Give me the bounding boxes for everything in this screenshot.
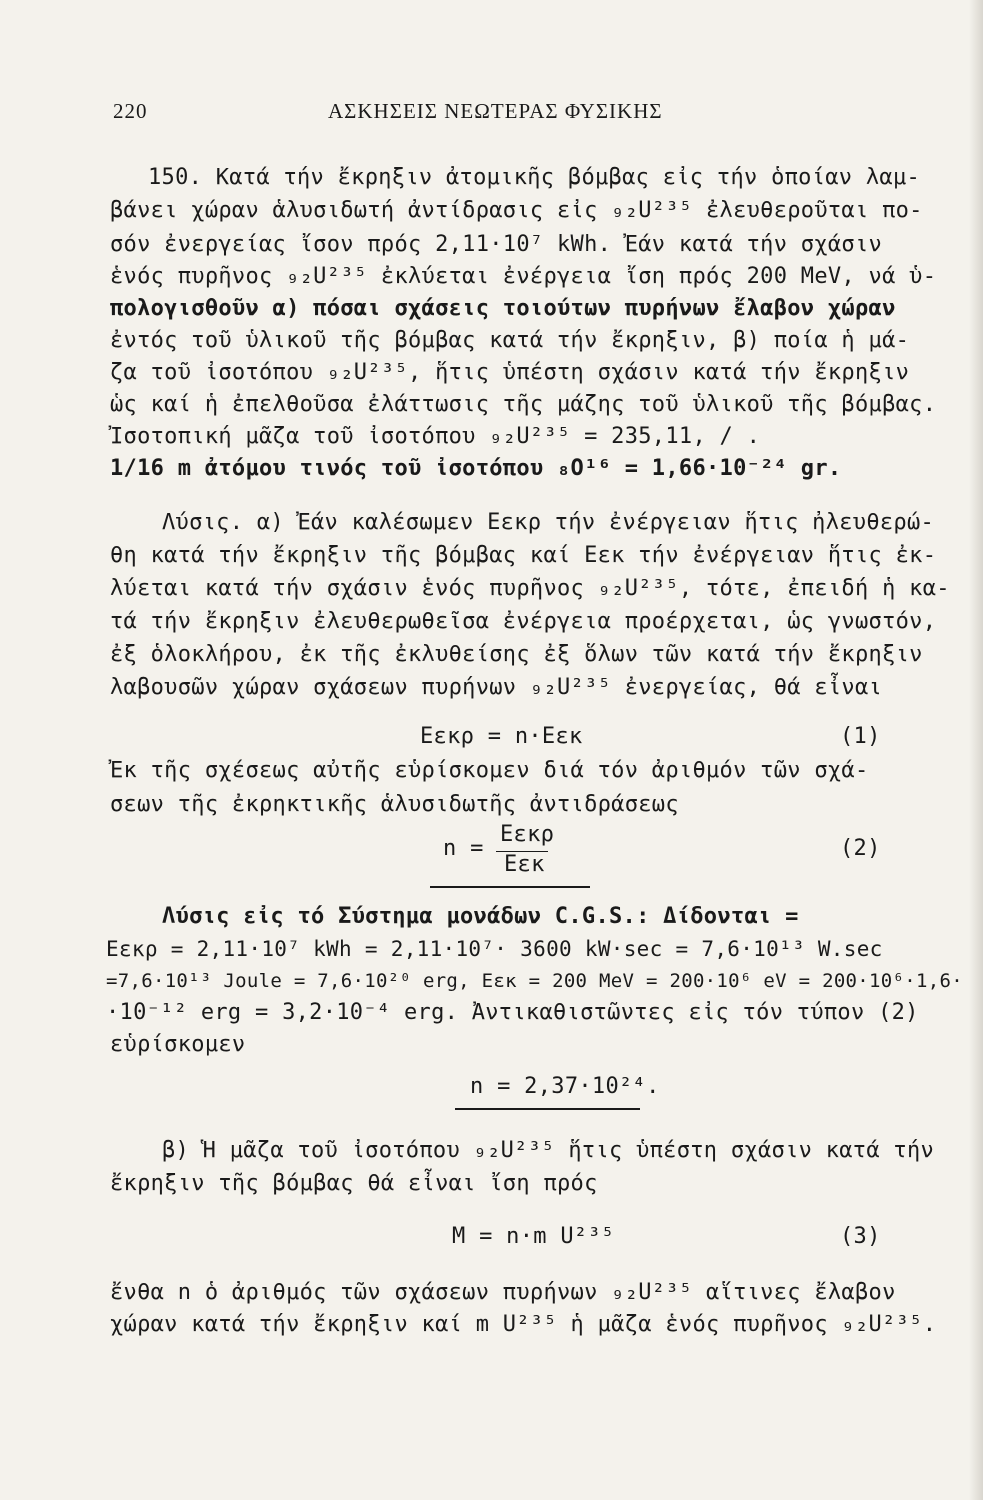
- section-divider: [430, 886, 590, 888]
- problem-line: Ἰσοτοπική μᾶζα τοῦ ἰσοτόπου ₉₂U²³⁵ = 235,11, / .: [110, 424, 761, 449]
- equation-3-number: (3): [840, 1224, 881, 1249]
- result-n: n = 2,37·10²⁴.: [470, 1074, 660, 1099]
- cgs-line: ·10⁻¹² erg = 3,2·10⁻⁴ erg. Ἀντικαθιστῶντες εἰς τόν τύπον (2): [106, 1000, 919, 1025]
- problem-line: βάνει χώραν ἁλυσιδωτή ἀντίδρασις εἰς ₉₂U²³⁵ ἐλευθεροῦται πο-: [110, 198, 923, 223]
- equation-3: M = n·m U²³⁵: [452, 1224, 615, 1249]
- problem-line: ζα τοῦ ἰσοτόπου ₉₂U²³⁵, ἥτις ὑπέστη σχάσιν κατά τήν ἔκρηξιν: [110, 360, 910, 385]
- equation-2-denominator: Eεκ: [504, 852, 545, 877]
- part-b-line: ἔκρηξιν τῆς βόμβας θά εἶναι ἴση πρός: [110, 1171, 598, 1196]
- running-title: ΑΣΚΗΣΕΙΣ ΝΕΩΤΕΡΑΣ ΦΥΣΙΚΗΣ: [328, 99, 663, 123]
- cgs-line: Eεκρ = 2,11·10⁷ kWh = 2,11·10⁷· 3600 kW·sec = 7,6·10¹³ W.sec: [106, 937, 883, 961]
- problem-line: σόν ἐνεργείας ἴσον πρός 2,11·10⁷ kWh. Ἐάν κατά τήν σχάσιν: [110, 232, 883, 257]
- equation-1-number: (1): [840, 724, 881, 749]
- solution-line: λαβουσῶν χώραν σχάσεων πυρήνων ₉₂U²³⁵ ἐνεργείας, θά εἶναι: [110, 675, 883, 700]
- problem-line: 150. Κατά τήν ἔκρηξιν ἀτομικῆς βόμβας εἰς τήν ὁποίαν λαμ-: [148, 165, 921, 190]
- page-number: 220: [113, 99, 148, 123]
- problem-line: ὡς καί ἡ ἐπελθοῦσα ἐλάττωσις τῆς μάζης τοῦ ὑλικοῦ τῆς βόμβας.: [110, 392, 937, 417]
- final-line: ἔνθα n ὁ ἀριθμός τῶν σχάσεων πυρήνων ₉₂U²³⁵ αἵτινες ἔλαβον: [110, 1280, 896, 1305]
- section-divider: [455, 1108, 640, 1110]
- cgs-line: =7,6·10¹³ Joule = 7,6·10²⁰ erg, Eεκ = 200 MeV = 200·10⁶ eV = 200·10⁶·1,6·: [106, 970, 963, 992]
- solution-line: ἐξ ὁλοκλήρου, ἐκ τῆς ἐκλυθείσης ἐξ ὅλων τῶν κατά τήν ἔκρηξιν: [110, 642, 923, 667]
- equation-2-lhs: n =: [443, 836, 484, 861]
- cgs-line: εὑρίσκομεν: [110, 1032, 246, 1057]
- solution-line: σεων τῆς ἐκρηκτικῆς ἁλυσιδωτῆς ἀντιδράσεως: [110, 792, 679, 817]
- cgs-line: Λύσις εἰς τό Σύστημα μονάδων C.G.S.: Δίδονται =: [162, 904, 799, 929]
- equation-2-numerator: Eεκρ: [500, 822, 555, 847]
- solution-line: τά τήν ἔκρηξιν ἐλευθερωθεῖσα ἐνέργεια προέρχεται, ὡς γνωστόν,: [110, 609, 937, 634]
- solution-line: λύεται κατά τήν σχάσιν ἑνός πυρῆνος ₉₂U²³⁵, τότε, ἐπειδή ἡ κα-: [110, 576, 950, 601]
- problem-line: ἐντός τοῦ ὑλικοῦ τῆς βόμβας κατά τήν ἔκρηξιν, β) ποία ἡ μά-: [110, 328, 910, 353]
- part-b-line: β) Ἡ μᾶζα τοῦ ἰσοτόπου ₉₂U²³⁵ ἥτις ὑπέστη σχάσιν κατά τήν: [162, 1138, 935, 1163]
- page-edge-shadow: [969, 0, 983, 1500]
- equation-1: Eεκρ = n·Eεκ: [420, 724, 583, 749]
- solution-line: Λύσις. α) Ἐάν καλέσωμεν Eεκρ τήν ἐνέργειαν ἥτις ἠλευθερώ-: [162, 510, 935, 535]
- problem-line: ἑνός πυρῆνος ₉₂U²³⁵ ἐκλύεται ἐνέργεια ἴση πρός 200 MeV, νά ὑ-: [110, 264, 937, 289]
- equation-2-number: (2): [840, 836, 881, 861]
- problem-line: πολογισθοῦν α) πόσαι σχάσεις τοιούτων πυρήνων ἔλαβον χώραν: [110, 296, 896, 321]
- solution-line: Ἐκ τῆς σχέσεως αὐτῆς εὑρίσκομεν διά τόν ἀριθμόν τῶν σχά-: [110, 758, 869, 783]
- problem-line: 1/16 m ἀτόμου τινός τοῦ ἰσοτόπου ₈O¹⁶ = 1,66·10⁻²⁴ gr.: [110, 456, 842, 481]
- solution-line: θη κατά τήν ἔκρηξιν τῆς βόμβας καί Eεκ τήν ἐνέργειαν ἥτις ἐκ-: [110, 543, 937, 568]
- final-line: χώραν κατά τήν ἔκρηξιν καί m U²³⁵ ἡ μᾶζα ἑνός πυρῆνος ₉₂U²³⁵.: [110, 1312, 937, 1337]
